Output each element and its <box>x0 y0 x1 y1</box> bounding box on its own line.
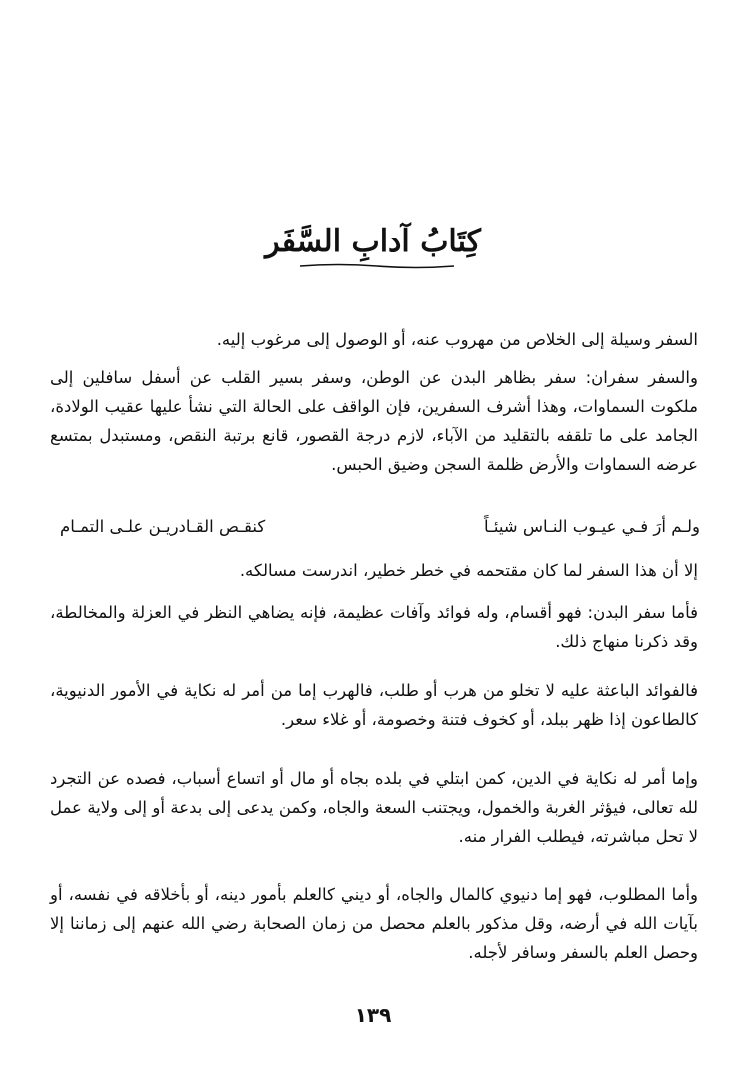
page-number: ١٣٩ <box>354 1003 392 1027</box>
poetry-verse <box>60 511 700 543</box>
paragraph-benefits-flight: فالفوائد الباعثة عليه لا تخلو من هرب أو طلب، فالهرب إما من أمر له نكاية في الأمور الدنيوية، كالطاعون إذا ظهر ببلد، أو كخوف فتنة وخصومة، أو غلاء سعر. <box>50 681 698 729</box>
paragraph-two-journeys: والسفر سفران: سفر بظاهر البدن عن الوطن، وسفر بسير القلب عن أسفل سافلين إلى ملكوت السماوات، وهذا أشرف السفرين، فإن الواقف على الحالة التي نشأ عليها عقيب الولادة، الجامد على ما تلقفه بالتقليد من الآباء، لازم درجة القصور، قانع برتبة النقص، ومستبدل بمتسع عرضه السماوات والأرض ظلمة السجن وضيق الحبس. <box>50 368 698 474</box>
paragraph-definition: السفر وسيلة إلى الخلاص من مهروب عنه، أو الوصول إلى مرغوب إليه. <box>216 330 698 349</box>
title-underline-ornament <box>298 262 456 270</box>
verse-second-hemistich: كنقـص القـادريـن علـى التمـام <box>60 517 266 536</box>
paragraph-religious-harm: وإما أمر له نكاية في الدين، كمن ابتلي في بلده بجاه أو مال أو اتساع أسباب، فصده عن التجرد لله تعالى، فيؤثر الغربة والخمول، ويجتنب السعة والجاه، وكمن يدعى إلى بدعة أو إلى ولاية عمل لا تحل مباشرته، فيطلب الفرار منه. <box>50 769 698 846</box>
paragraph-sought-aims: وأما المطلوب، فهو إما دنيوي كالمال والجاه، أو ديني كالعلم بأمور دينه، أو بأخلاقه في نفسه، أو بآيات الله في أرضه، وقل مذكور بالعلم محصل من زمان الصحابة رضي الله عنهم إلى زماننا إلا وحصل العلم بالسفر وسافر لأجله. <box>50 885 698 962</box>
paragraph-abandoned-paths: إلا أن هذا السفر لما كان مقتحمه في خطر خطير، اندرست مسالكه. <box>239 561 698 580</box>
paragraph-bodily-travel: فأما سفر البدن: فهو أقسام، وله فوائد وآفات عظيمة، فإنه يضاهي النظر في العزلة والمخالطة، وقد ذكرنا منهاج ذلك. <box>50 603 698 651</box>
chapter-title: كِتَابُ آدابِ السَّفَر <box>265 224 481 259</box>
verse-first-hemistich: ولـم أرَ فـي عيـوب النـاس شيئـاً <box>483 517 700 536</box>
